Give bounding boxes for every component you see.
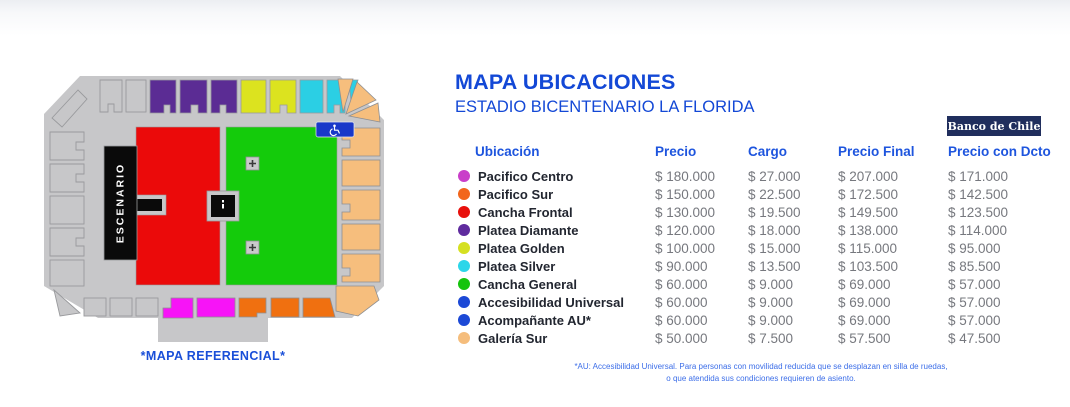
price-precio: $ 60.000 xyxy=(655,312,708,328)
control-booth xyxy=(207,191,239,221)
section-color-dot xyxy=(458,242,470,254)
map-caption: *MAPA REFERENCIAL* xyxy=(140,349,286,363)
first-aid-icon xyxy=(246,157,259,170)
price-final: $ 207.000 xyxy=(838,168,899,184)
stage-catwalk xyxy=(135,195,166,215)
price-cargo: $ 9.000 xyxy=(748,276,794,292)
price-dcto: $ 57.000 xyxy=(948,294,1001,310)
section-color-dot xyxy=(458,170,470,182)
price-final: $ 57.500 xyxy=(838,330,891,346)
section-name: Acompañante AU* xyxy=(478,312,591,328)
table-row xyxy=(455,185,1067,203)
table-row xyxy=(455,203,1067,221)
price-precio: $ 100.000 xyxy=(655,240,716,256)
section-color-dot xyxy=(458,188,470,200)
section-name: Platea Silver xyxy=(478,258,556,274)
section-name: Platea Diamante xyxy=(478,222,579,238)
price-dcto: $ 123.500 xyxy=(948,204,1009,220)
table-row xyxy=(455,275,1067,293)
price-cargo: $ 27.000 xyxy=(748,168,801,184)
wheelchair-accessibility-icon xyxy=(316,122,354,137)
stadium-map xyxy=(40,70,386,348)
price-precio: $ 180.000 xyxy=(655,168,716,184)
section-name: Galería Sur xyxy=(478,330,548,346)
table-row xyxy=(455,221,1067,239)
footnote-line-2: o que atendida sus condiciones requieren de asiento. xyxy=(666,374,856,384)
section-color-dot xyxy=(458,332,470,344)
section-color-dot xyxy=(458,224,470,236)
price-cargo: $ 15.000 xyxy=(748,240,801,256)
table-row xyxy=(455,311,1067,329)
price-final: $ 138.000 xyxy=(838,222,899,238)
header-ubicacion: Ubicación xyxy=(475,143,540,159)
stage-label: ESCENARIO xyxy=(114,162,127,244)
price-dcto: $ 95.000 xyxy=(948,240,1001,256)
table-row xyxy=(455,329,1067,347)
price-precio: $ 60.000 xyxy=(655,276,708,292)
price-precio: $ 120.000 xyxy=(655,222,716,238)
section-name: Platea Golden xyxy=(478,240,565,256)
price-dcto: $ 142.500 xyxy=(948,186,1009,202)
price-precio: $ 130.000 xyxy=(655,204,716,220)
price-final: $ 115.000 xyxy=(838,240,898,256)
table-row xyxy=(455,257,1067,275)
price-dcto: $ 47.500 xyxy=(948,330,1001,346)
section-name: Accesibilidad Universal xyxy=(478,294,624,310)
price-dcto: $ 114.000 xyxy=(948,222,1008,238)
page-top-gradient xyxy=(0,0,1070,42)
price-final: $ 69.000 xyxy=(838,276,891,292)
price-dcto: $ 57.000 xyxy=(948,312,1001,328)
table-row xyxy=(455,239,1067,257)
price-dcto: $ 57.000 xyxy=(948,276,1001,292)
price-cargo: $ 22.500 xyxy=(748,186,801,202)
stage xyxy=(104,146,137,260)
price-precio: $ 150.000 xyxy=(655,186,716,202)
banco-de-chile-logo: Banco de Chile xyxy=(947,116,1041,136)
accessibility-footnote xyxy=(455,361,1067,386)
pricing-table xyxy=(455,141,1067,347)
header-precio: Precio xyxy=(655,143,697,159)
section-color-dot xyxy=(458,206,470,218)
price-precio: $ 50.000 xyxy=(655,330,708,346)
price-cargo: $ 18.000 xyxy=(748,222,801,238)
section-name: Cancha General xyxy=(478,276,577,292)
stadium-map-svg xyxy=(40,70,386,348)
price-precio: $ 90.000 xyxy=(655,258,708,274)
price-cargo: $ 13.500 xyxy=(748,258,801,274)
price-cargo: $ 7.500 xyxy=(748,330,794,346)
page-subtitle: ESTADIO BICENTENARIO LA FLORIDA xyxy=(455,98,755,116)
section-color-dot xyxy=(458,278,470,290)
price-cargo: $ 19.500 xyxy=(748,204,801,220)
table-row xyxy=(455,167,1067,185)
price-final: $ 69.000 xyxy=(838,294,891,310)
section-name: Pacifico Sur xyxy=(478,186,554,202)
footnote-line-1: *AU: Accesibilidad Universal. Para personas con movilidad reducida que se desplazan en silla de ruedas, xyxy=(574,362,948,371)
section-color-dot xyxy=(458,314,470,326)
price-final: $ 172.500 xyxy=(838,186,899,202)
section-name: Cancha Frontal xyxy=(478,204,573,220)
map-section-cancha-general xyxy=(226,127,337,285)
header-precio-final: Precio Final xyxy=(838,143,915,159)
page-title: MAPA UBICACIONES xyxy=(455,70,676,94)
section-name: Pacifico Centro xyxy=(478,168,574,184)
map-section-pacifico-sur xyxy=(239,298,335,317)
price-cargo: $ 9.000 xyxy=(748,312,794,328)
price-precio: $ 60.000 xyxy=(655,294,708,310)
price-dcto: $ 85.500 xyxy=(948,258,1001,274)
price-final: $ 103.500 xyxy=(838,258,899,274)
first-aid-icon xyxy=(246,241,259,254)
price-dcto: $ 171.000 xyxy=(948,168,1009,184)
price-cargo: $ 9.000 xyxy=(748,294,794,310)
section-color-dot xyxy=(458,296,470,308)
header-precio-dcto: Precio con Dcto xyxy=(948,143,1051,159)
price-final: $ 149.500 xyxy=(838,204,899,220)
pricing-panel xyxy=(455,70,1067,386)
map-section-pacifico-centro xyxy=(163,298,235,318)
table-header-row xyxy=(455,141,1067,161)
price-final: $ 69.000 xyxy=(838,312,891,328)
table-row xyxy=(455,293,1067,311)
header-cargo: Cargo xyxy=(748,143,788,159)
section-color-dot xyxy=(458,260,470,272)
